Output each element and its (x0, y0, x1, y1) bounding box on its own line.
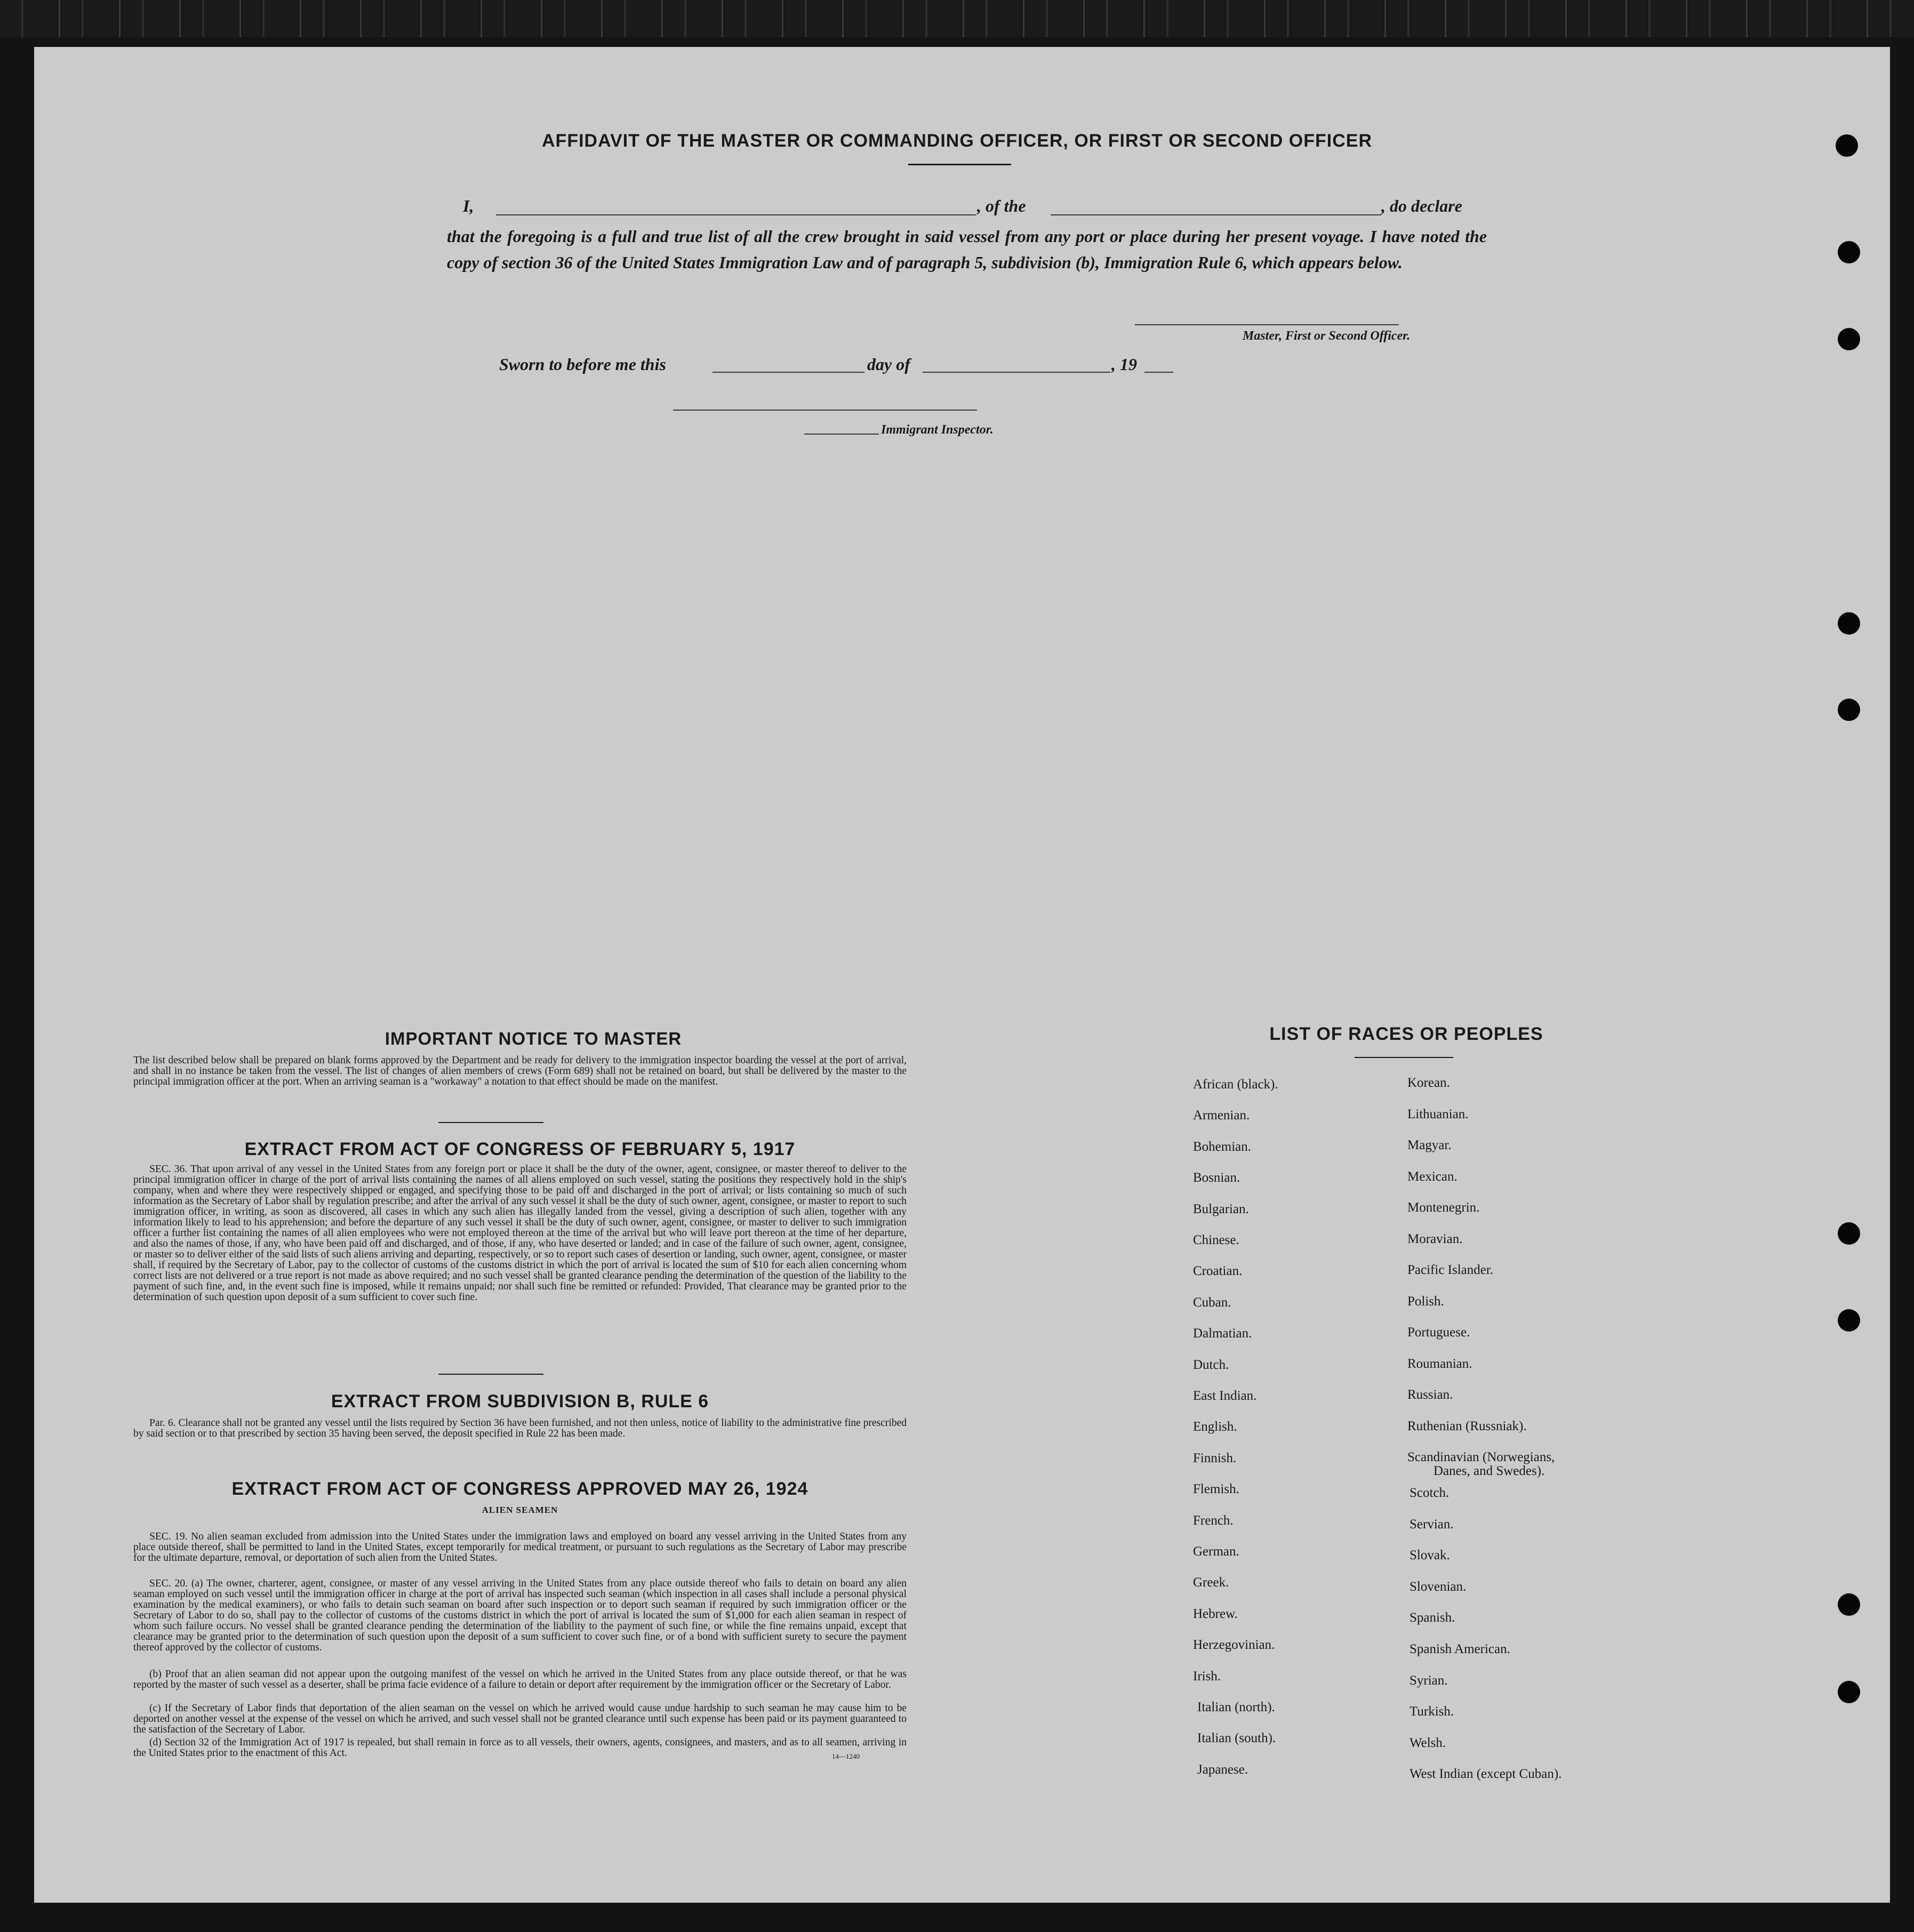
race-item: Dutch. (1193, 1357, 1229, 1372)
title-divider (908, 164, 1011, 165)
race-item: Italian (south). (1197, 1731, 1276, 1746)
race-item: Cuban. (1193, 1295, 1231, 1310)
sec20c-text: (c) If the Secretary of Labor finds that deportation of the alien seaman on the vessel on which he arrived would cause undue hardship to such seaman he may cause him to be deported on another vessel at the expense of the vessel on which he arrived, and such vessel shall not be granted clearance until such expense has been paid or its payment guaranteed to the satisfaction of the Secretary of Labor. (133, 1703, 907, 1735)
sworn-day-field[interactable] (712, 372, 864, 373)
form-number: 14—1240 (832, 1752, 860, 1760)
race-item: Finnish. (1193, 1450, 1237, 1465)
race-item: Bosnian. (1193, 1171, 1240, 1185)
sec20a-text: SEC. 20. (a) The owner, charterer, agent, consignee, or master of any vessel arriving in the United States from any place outside thereof who fails to detain on board any alien seaman employed on such vessel until the immigration officer in charge at the port of arrival has inspected such seaman (which inspection in all cases shall include a personal physical examination by the medical examiners), or who fails to detain such seaman on board after such inspection or to deport such seaman if required by such immigration officer or the Secretary of Labor to do so, shall pay to the collector of customs of the customs district in which the port of arrival is located the sum of $1,000 for each alien seaman in respect of whom such failure occurs. No vessel shall be granted clearance pending the determination of the liability to the payment of such fine, or while the fine remains unpaid, except that clearance may be granted prior to the determination of such question upon the deposit of a sum sufficient to cover such fine, or of a bond with sufficient surety to secure the payment thereof approved by the collector of customs. (133, 1578, 907, 1653)
race-item: Herzegovinian. (1193, 1638, 1275, 1653)
day-of-label: day of (867, 355, 910, 374)
race-item: Chinese. (1193, 1233, 1239, 1247)
alien-seamen-subtitle: ALIEN SEAMEN (482, 1505, 558, 1515)
races-title: LIST OF RACES OR PEOPLES (1269, 1024, 1543, 1044)
race-item: Pacific Islander. (1407, 1263, 1494, 1277)
race-item: Lithuanian. (1407, 1107, 1469, 1121)
vessel-field[interactable] (1051, 214, 1381, 215)
extract-1924-title: EXTRACT FROM ACT OF CONGRESS APPROVED MAY 26, 1924 (231, 1479, 808, 1499)
race-item: French. (1193, 1513, 1234, 1528)
do-declare-label: , do declare (1381, 196, 1462, 215)
race-item: Servian. (1410, 1517, 1454, 1532)
race-item: Greek. (1193, 1575, 1229, 1590)
race-item: East Indian. (1193, 1389, 1257, 1403)
race-item: Syrian. (1410, 1673, 1448, 1688)
race-item: Croatian. (1193, 1264, 1243, 1279)
declaration-text: that the foregoing is a full and true list of all the crew brought in said vessel from any port or place during her present voyage. I have noted the copy of section 36 of the United States Immigration Law and of paragraph 5, subdivision (b), Immigration Rule 6, which appears below. (447, 227, 1487, 272)
race-item: Welsh. (1410, 1735, 1446, 1750)
punch-hole (1838, 1593, 1860, 1616)
race-item: Italian (north). (1197, 1700, 1275, 1714)
master-signature-line[interactable] (1135, 324, 1399, 325)
race-item: Korean. (1407, 1076, 1450, 1090)
race-item: English. (1193, 1420, 1237, 1434)
punch-hole (1838, 241, 1860, 263)
punch-hole (1838, 612, 1860, 635)
race-item: Scandinavian (Norwegians, (1407, 1450, 1555, 1464)
race-item: Turkish. (1410, 1704, 1454, 1719)
affidavit-i-label: I, (463, 196, 474, 215)
sec19-text: SEC. 19. No alien seaman excluded from admission into the United States under the immigration laws and employed on board any vessel arriving in the United States from any place outside thereof, shall be permitted to land in the United States, except temporarily for medical treatment, or pursuant to such regulations as the Secretary of Labor may prescribe for the ultimate departure, removal, or deportation of such alien from the United States. (133, 1531, 907, 1564)
race-item: Roumanian. (1407, 1356, 1472, 1371)
sworn-year-field[interactable] (1144, 372, 1173, 373)
race-item: Bohemian. (1193, 1139, 1252, 1154)
race-item: Japanese. (1197, 1762, 1248, 1777)
punch-hole (1838, 328, 1860, 350)
race-item: Hebrew. (1193, 1606, 1238, 1621)
race-item: Russian. (1407, 1388, 1453, 1402)
race-item: Moravian. (1407, 1231, 1463, 1246)
sworn-label: Sworn to before me this (499, 355, 666, 374)
sworn-month-field[interactable] (923, 372, 1110, 373)
race-item: Slovak. (1410, 1548, 1450, 1563)
affidavit-title: AFFIDAVIT OF THE MASTER OR COMMANDING OFFICER, OR FIRST OR SECOND OFFICER (542, 131, 1372, 151)
year-label: , 19 (1111, 355, 1137, 374)
master-signature-label: Master, First or Second Officer. (1243, 329, 1411, 343)
punch-hole (1838, 1309, 1860, 1332)
notice-title: IMPORTANT NOTICE TO MASTER (385, 1029, 682, 1048)
race-item: Mexican. (1407, 1169, 1457, 1184)
sec20b-text: (b) Proof that an alien seaman did not appear upon the outgoing manifest of the vessel on which he arrived in the United States from any place outside thereof, or that he was reported by the master of such vessel as a deserter, shall be prima facie evidence of a failure to detain or deport after requirement by the immigration officer or the Secretary of Labor. (133, 1669, 907, 1690)
inspector-prefix-line[interactable] (804, 434, 879, 435)
punch-hole (1838, 699, 1860, 721)
name-field[interactable] (496, 214, 976, 215)
race-item: African (black). (1193, 1077, 1278, 1092)
race-item: German. (1193, 1544, 1239, 1559)
extract-1917-text: SEC. 36. That upon arrival of any vessel in the United States from any foreign port or place it shall be the duty of the owner, agent, consignee, or master thereof to deliver to the principal immigration officer in charge of the port of arrival lists containing the names of all aliens employed on such vessel, stating the positions they respectively hold in the ship's company, when and where they were respectively shipped or engaged, and specifying those to be paid off and discharged in the port of arrival; or lists containing so much of such information as the Secretary of Labor shall by regulation prescribe; and after the arrival of any such vessel it shall be the duty of such owner, agent, consignee, or master to report to such immigration officer, in writing, as soon as discovered, all cases in which any such alien has illegally landed from the vessel, giving a description of such alien, together with any information likely to lead to his apprehension; and before the departure of any such vessel it shall be the duty of such owner, agent, consignee, or master to deliver to such immigration officer a further list containing the names of all alien employees who were not employed thereon at the time of the arrival but who will leave port thereon at the time of her departure, and also the names of those, if any, who have been paid off and discharged, and of those, if any, who have deserted or landed; and in case of the failure of such owner, agent, consignee, or master so to deliver either of the said lists of such aliens arriving and departing, respectively, or so to report such cases of desertion or landing, such owner, agent, consignee, or master shall, if required by the Secretary of Labor, pay to the collector of customs of the customs district in which the port of arrival is located the sum of $10 for each alien concerning whom correct lists are not delivered or a true report is not made as above required; and no such vessel shall be granted clearance pending the determination of the question of the liability to the payment of such fine, and, in the event such fine is imposed, while it remains unpaid; nor shall such fine be remitted or refunded: Provided, That clearance may be granted prior to the determination of such question upon deposit of a sum sufficient to cover such fine. (133, 1164, 907, 1303)
race-item: Portuguese. (1407, 1325, 1470, 1340)
race-item: Magyar. (1407, 1138, 1452, 1152)
rule6-text: Par. 6. Clearance shall not be granted any vessel until the lists required by Section 36 have been furnished, and not then unless, notice of liability to the administrative fine prescribed by said section or to that prescribed by section 35 having been served, the deposit specified in Rule 22 has been made. (133, 1417, 907, 1439)
race-item: West Indian (except Cuban). (1410, 1767, 1562, 1782)
race-item: Spanish. (1410, 1610, 1455, 1625)
race-item: Irish. (1193, 1669, 1221, 1684)
race-item: Armenian. (1193, 1108, 1250, 1123)
punch-hole (1838, 1222, 1860, 1245)
race-item: Bulgarian. (1193, 1201, 1249, 1216)
race-item: Montenegrin. (1407, 1200, 1480, 1215)
rule6-title: EXTRACT FROM SUBDIVISION B, RULE 6 (331, 1391, 709, 1412)
race-item: Ruthenian (Russniak). (1407, 1418, 1527, 1433)
race-item: Polish. (1407, 1294, 1444, 1309)
extract-1917-divider (438, 1374, 543, 1375)
race-item: Flemish. (1193, 1482, 1239, 1497)
scan-top-edge (0, 0, 1914, 37)
race-item: Spanish American. (1410, 1642, 1510, 1656)
race-item: Slovenian. (1410, 1579, 1467, 1594)
sec20d-text: (d) Section 32 of the Immigration Act of 1917 is repealed, but shall remain in force as to all vessels, their owners, agents, consignees, and masters, and as to all seamen, arriving in the United States prior to the enactment of this Act. (133, 1737, 907, 1759)
notice-divider (438, 1122, 543, 1123)
of-the-label: , of the (977, 196, 1026, 215)
race-item: Danes, and Swedes). (1434, 1464, 1545, 1478)
race-item: Scotch. (1410, 1486, 1449, 1500)
race-item: Dalmatian. (1193, 1326, 1252, 1341)
punch-hole (1838, 1681, 1860, 1703)
extract-1917-title: EXTRACT FROM ACT OF CONGRESS OF FEBRUARY 5, 1917 (244, 1139, 796, 1159)
races-divider (1355, 1057, 1453, 1058)
inspector-label: Immigrant Inspector. (881, 423, 994, 437)
notice-text: The list described below shall be prepared on blank forms approved by the Department and be ready for delivery to the immigration inspector boarding the vessel at the port of arrival, and shall in no instance be taken from the vessel. The list of changes of alien members of crews (Form 689) shall not be retained on board, but shall be delivered by the master to the principal immigration officer at the port. When an arriving seaman is a "workaway" a notation to that effect should be made on the manifest. (133, 1055, 907, 1087)
inspector-signature-line[interactable] (673, 410, 977, 411)
